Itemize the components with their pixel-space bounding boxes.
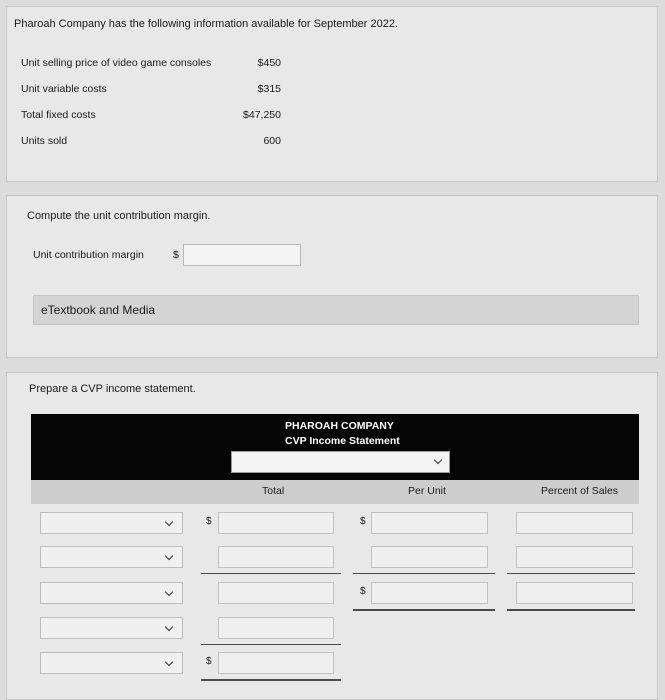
statement-header (31, 414, 639, 480)
per-unit-input[interactable] (371, 512, 488, 534)
total-input[interactable] (218, 617, 334, 639)
line-item-select[interactable] (40, 582, 183, 604)
line-item-select[interactable] (40, 617, 183, 639)
chevron-down-icon (434, 456, 442, 464)
underline-rule (507, 573, 635, 574)
unit-cm-label: Unit contribution margin (33, 249, 144, 261)
column-header-band (31, 480, 639, 504)
info-row-label: Unit selling price of video game consoles (21, 57, 212, 69)
info-row-value: $450 (257, 57, 281, 69)
period-select[interactable] (231, 451, 450, 473)
chevron-down-icon (165, 552, 173, 560)
chevron-down-icon (165, 518, 173, 526)
currency-symbol: $ (360, 516, 366, 527)
info-row-value: $47,250 (243, 109, 281, 121)
chevron-down-icon (165, 623, 173, 631)
info-row-label: Unit variable costs (21, 83, 107, 95)
percent-input[interactable] (516, 546, 633, 568)
double-underline-rule (353, 609, 495, 611)
info-row-label: Units sold (21, 135, 68, 147)
underline-rule (201, 644, 341, 645)
unit-cm-prompt: Compute the unit contribution margin. (27, 210, 211, 222)
column-header-percent: Percent of Sales (541, 485, 619, 497)
unit-cm-input[interactable] (183, 244, 301, 266)
total-input[interactable] (218, 546, 334, 568)
info-row-variable-costs (21, 83, 291, 99)
currency-symbol: $ (173, 249, 179, 261)
total-input[interactable] (218, 582, 334, 604)
line-item-select[interactable] (40, 512, 183, 534)
per-unit-input[interactable] (371, 546, 488, 568)
percent-input[interactable] (516, 512, 633, 534)
underline-rule (201, 573, 341, 574)
double-underline-rule (201, 679, 341, 681)
total-input[interactable] (218, 652, 334, 674)
double-underline-rule (507, 609, 635, 611)
line-item-select[interactable] (40, 546, 183, 568)
chevron-down-icon (165, 658, 173, 666)
info-panel (6, 6, 658, 182)
currency-symbol: $ (206, 656, 212, 667)
info-row-value: 600 (263, 135, 281, 147)
underline-rule (353, 573, 495, 574)
column-header-total: Total (262, 485, 285, 497)
info-row-fixed-costs (21, 109, 291, 125)
currency-symbol: $ (360, 586, 366, 597)
cvp-prompt: Prepare a CVP income statement. (29, 383, 196, 395)
company-name: PHAROAH COMPANY (285, 420, 394, 432)
chevron-down-icon (165, 588, 173, 596)
total-input[interactable] (218, 512, 334, 534)
info-row-selling-price (21, 57, 291, 73)
per-unit-input[interactable] (371, 582, 488, 604)
column-header-per-unit: Per Unit (408, 485, 446, 497)
info-row-label: Total fixed costs (21, 109, 96, 121)
statement-title: CVP Income Statement (285, 435, 400, 447)
line-item-select[interactable] (40, 652, 183, 674)
etextbook-media-button[interactable]: eTextbook and Media (33, 295, 639, 325)
currency-symbol: $ (206, 516, 212, 527)
info-headline: Pharoah Company has the following information available for September 2022. (14, 18, 399, 30)
info-row-value: $315 (257, 83, 281, 95)
unit-cm-panel (6, 195, 658, 358)
cvp-statement-panel (6, 372, 658, 700)
info-row-units-sold (21, 135, 291, 151)
percent-input[interactable] (516, 582, 633, 604)
